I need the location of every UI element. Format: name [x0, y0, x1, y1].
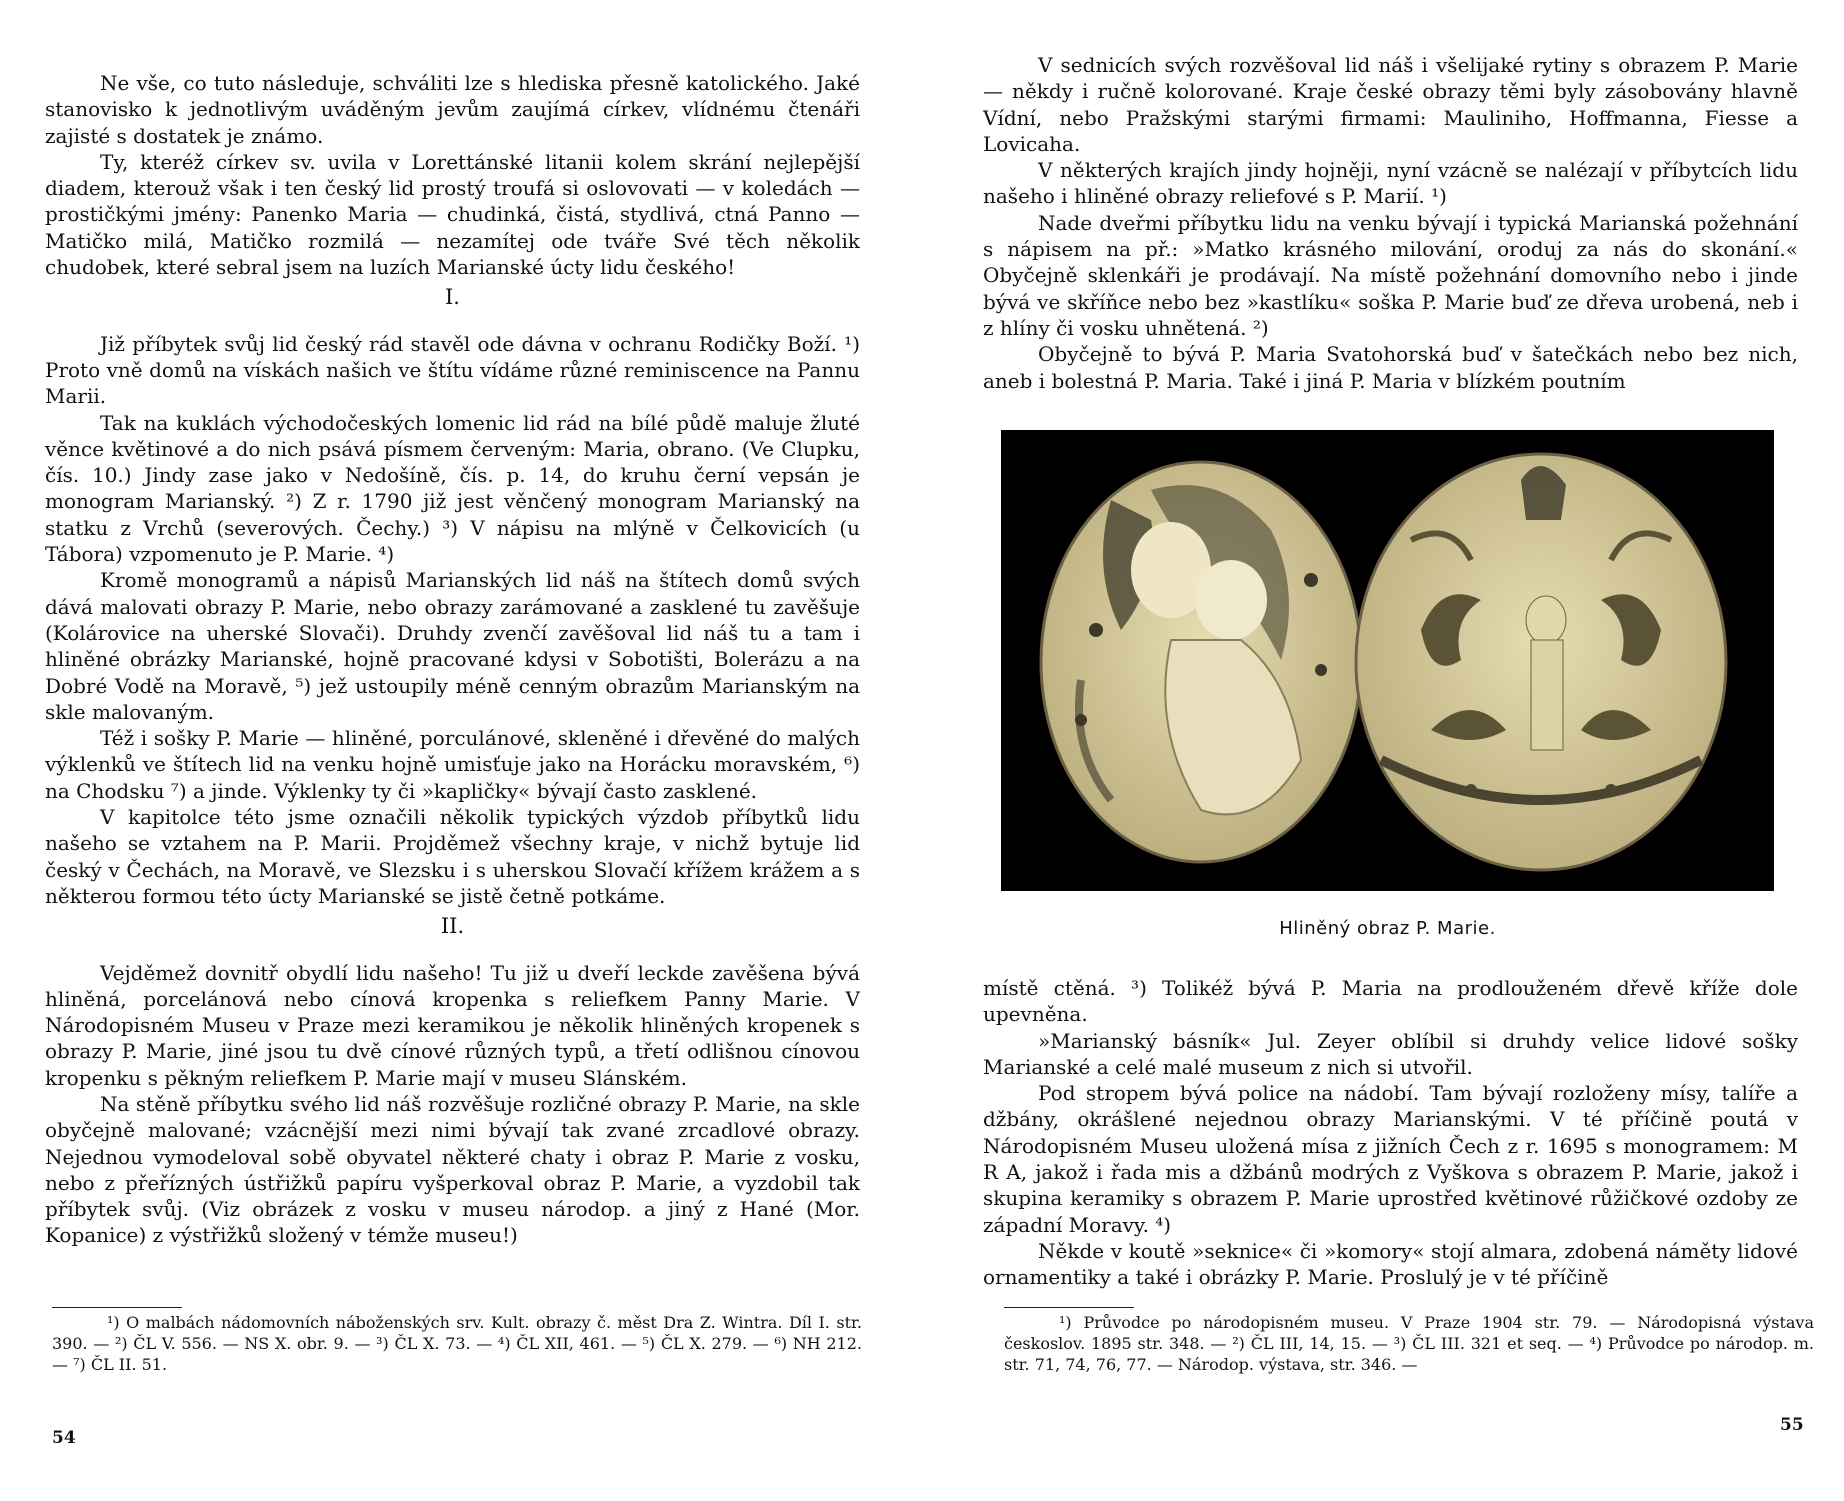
footnotes — [1004, 1312, 1814, 1375]
section-heading-2: II. — [440, 914, 465, 939]
footnote-text: ¹) Průvodce po národopisném museu. V Praze 1904 str. 79. — Národopisná výstava českoslov. 1895 str. 348. — ²) ČL III, 14, 15. — ³) ČL III. 321 et seq. — ⁴) Průvodce po národop. m. str. 71, 74, 76, 77. — Národop. výstava, str. 346. — — [1004, 1313, 1814, 1374]
paragraph: Kromě monogramů a nápisů Marianských lid náš na štítech domů svých dává malovati obrazy P. Marie, nebo obrazy zarámované a zasklené tu zavěšuje (Kolárovice na uherské Slovači). Druhdy zvenčí zavěšoval lid náš tu a tam i hliněné obrázky Marianské, hojně pracované kdysi v Sobotišti, Bolerázu a na Dobré Vodě na Moravě, ⁵) jež ustoupily méně cenným obrazům Marianským na skle malovaným. — [45, 568, 860, 724]
paragraph: V kapitolce této jsme označili několik typických výzdob příbytků lidu našeho se vztahem na P. Marii. Projděmež všechny kraje, v nichž bytuje lid český v Čechách, na Moravě, ve Slezsku i s uherskou Slovačí křížem krážem a s některou formou této úcty Marianské se jistě četně potkáme. — [45, 805, 860, 908]
ceramic-plates-figure — [1001, 430, 1774, 891]
paragraph: Tak na kuklách východočeských lomenic lid rád na bílé půdě maluje žluté věnce květinové a do nich psává písmem červeným: Maria, obrano. (Ve Clupku, čís. 10.) Jindy zase jako v Nedošíně, čís. p. 14, do kruhu černí vepsán je monogram Marianský. ²) Z r. 1790 již jest věnčený monogram Marianský na statku z Vrchů (severových. Čechy.) ³) V nápisu na mlýně v Čelkovicích (u Tábora) vzpomenuto je P. Marie. ⁴) — [45, 410, 860, 567]
paragraph: Ty, kteréž církev sv. uvila v Lorettánské litanii kolem skrání nejlepější diadem, kterouž však i ten český lid prostý troufá si oslovovati — v koledách — prostičkými jmény: Panenko Maria — chudinká, čistá, stydlivá, ctná Panno — Matičko milá, Matičko rozmilá — nezamítej ode tváře Své těch několik chudobek, které sebral jsem na luzích Marianské úcty lidu českého! — [45, 149, 860, 280]
footnotes — [52, 1312, 862, 1375]
paragraph: Ne vše, co tuto následuje, schváliti lze s hlediska přesně katolického. Jaké stanovisko k jednotlivým uváděným jevům zaujímá církev, vlídnému čtenáři zajisté s dostatek je známo. — [45, 71, 860, 148]
paragraph: V sednicích svých rozvěšoval lid náš i všelijaké rytiny s obrazem P. Marie — někdy i ručně kolorované. Kraje české obrazy těmi byly zásobovány hlavně Vídní, nebo Pražskými starými firmami: Mauliniho, Hoffmanna, Fiesse a Lovicaha. — [983, 53, 1798, 156]
paragraph: »Marianský básník« Jul. Zeyer oblíbil si druhdy velice lidové sošky Marianské a celé malé museum z nich si utvořil. — [983, 1028, 1798, 1079]
page-number: 55 — [1780, 1415, 1804, 1435]
ceramic-plates-illustration — [1001, 430, 1774, 891]
floral-plate — [1356, 454, 1726, 870]
paragraph: Obyčejně to bývá P. Maria Svatohorská buď v šatečkách nebo bez nich, aneb i bolestná P. Maria. Také i jiná P. Maria v blízkém poutním — [983, 342, 1798, 393]
right-page-text-bottom — [983, 975, 1798, 1291]
paragraph: Též i sošky P. Marie — hliněné, porculánové, skleněné i dřevěné do malých výklenků ve štítech lid na venku hojně umisťuje jako na Horácku moravském, ⁶) na Chodsku ⁷) a jinde. Výklenky ty či »kapličky« bývají často zasklené. — [45, 726, 860, 803]
section-heading-1: I. — [445, 285, 460, 310]
page-number: 54 — [52, 1428, 76, 1448]
paragraph: Vejděmež dovnitř obydlí lidu našeho! Tu již u dveří leckde zavěšena bývá hliněná, porcelánová nebo cínová kropenka s reliefkem Panny Marie. V Národopisném Museu v Praze mezi keramikou je několik hliněných kropenek s obrazy P. Marie, jiné jsou tu dvě cínové různých typů, a třetí odlišnou cínovou kropenku s pěkným reliefkem P. Marie mají v museu Slánském. — [45, 960, 860, 1090]
footnote-divider — [52, 1307, 182, 1308]
paragraph: Pod stropem bývá police na nádobí. Tam bývají rozloženy mísy, talíře a džbány, okrášlené nejednou obrazy Marianskými. V té příčině poutá v Národopisném Museu uložená mísa z jižních Čech z r. 1695 s monogramem: M R A, jakož i řada mis a džbánů modrých z Vyškova s obrazem P. Marie, jakož i skupina keramiky s obrazem P. Marie uprostřed květinové růžičkové ozdoby ze západní Moravy. ⁴) — [983, 1081, 1798, 1237]
paragraph: Někde v koutě »seknice« či »komory« stojí almara, zdobená náměty lidové ornamentiky a také i obrázky P. Marie. Proslulý je v té příčině — [983, 1238, 1798, 1290]
figure-caption: Hliněný obraz P. Marie. — [1279, 918, 1496, 939]
madonna-plate — [1041, 462, 1361, 862]
footnote-divider — [1004, 1307, 1134, 1308]
paragraph: Již příbytek svůj lid český rád stavěl ode dávna v ochranu Rodičky Boží. ¹) Proto vně domů na vískách našich ve štítu vídáme různé reminiscence na Pannu Marii. — [45, 331, 860, 409]
paragraph: Na stěně příbytku svého lid náš rozvěšuje rozličné obrazy P. Marie, na skle obyčejně malované; vzácnější mezi nimi bývají tak zvané zrcadlové obrazy. Nejednou vymodeloval sobě obyvatel některé chaty i obraz P. Marie z vosku, nebo z přeřízných ústřižků papíru vyšperkoval obraz P. Marie, a vyzdobil tak příbytek svůj. (Viz obrázek z vosku v museu národop. a jiný z Hané (Mor. Kopanice) z výstřižků složený v témže museu!) — [45, 1091, 860, 1248]
paragraph: V některých krajích jindy hojněji, nyní vzácně se nalézají v příbytcích lidu našeho i hliněné obrazy reliefové s P. Marií. ¹) — [983, 158, 1798, 209]
footnote-text: ¹) O malbách nádomovních náboženských srv. Kult. obrazy č. měst Dra Z. Wintra. Díl I. str. 390. — ²) ČL V. 556. — NS X. obr. 9. — ³) ČL X. 73. — ⁴) ČL XII, 461. — ⁵) ČL X. 279. — ⁶) NH 212. — ⁷) ČL II. 51. — [52, 1313, 862, 1374]
paragraph: místě ctěná. ³) Tolikéž bývá P. Maria na prodlouženém dřevě kříže dole upevněna. — [983, 976, 1798, 1027]
right-page-text-top — [983, 52, 1798, 394]
left-page-text — [45, 70, 860, 1249]
paragraph: Nade dveřmi příbytku lidu na venku bývají i typická Marianská požehnání s nápisem na př.: »Matko krásného milování, oroduj za nás do skonání.« Obyčejně sklenkáři je prodávají. Na místě požehnání domovního nebo i jinde bývá ve skříňce nebo bez »kastlíku« soška P. Marie buď ze dřeva urobená, neb i z hlíny či vosku uhnětená. ²) — [983, 210, 1798, 340]
